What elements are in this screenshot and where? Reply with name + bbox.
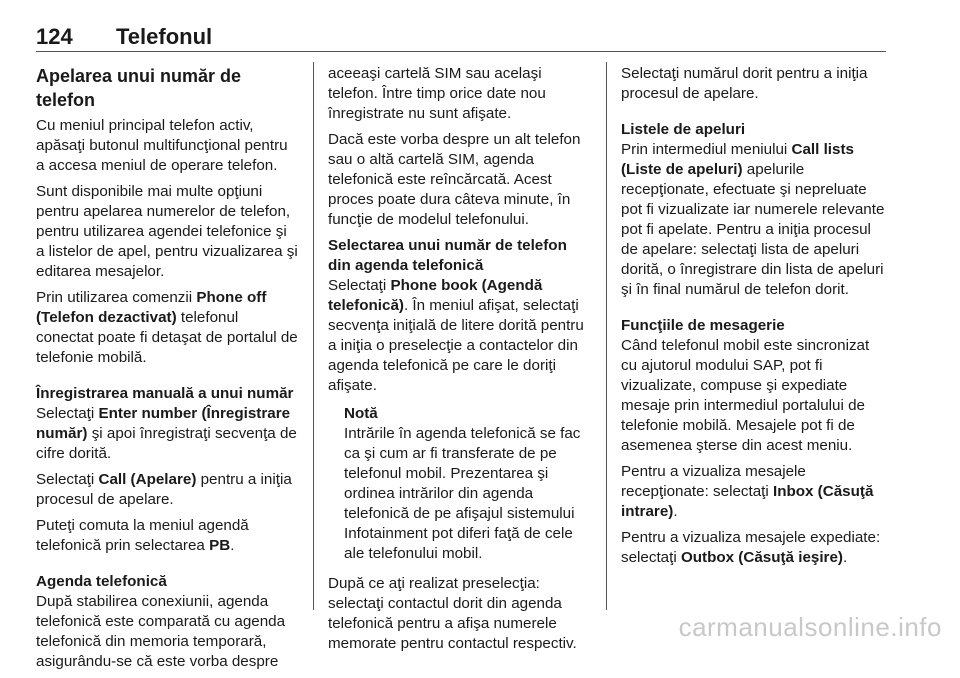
paragraph: Dacă este vorba despre un alt telefon sau o altă cartelă SIM, agenda telefonică este reîncărcată. Acest proces poate dura câteva minute, în funcţie de modelul telefonului. <box>328 131 581 228</box>
paragraph: Selectaţi Phone book (Agendă telefonică). În meniul afişat, selectaţi secvenţa iniţială de litere dorită pentru a iniţia o preselecţie a contactelor din agenda telefonică pe care le doriţi afişate. <box>328 277 584 394</box>
subheading: Selectarea unui număr de telefon din agenda telefonică <box>328 237 567 274</box>
paragraph: Pentru a vizualiza mesajele recepţionate: selectaţi Inbox (Căsuţă intrare). <box>621 463 874 520</box>
paragraph: Cu meniul principal telefon activ, apăsaţi butonul multifuncţional pentru a accesa meniul de operare telefon. <box>36 117 288 174</box>
note-text: Intrările în agenda telefonică se fac ca şi cum ar fi transferate de pe telefonul mobil. Prezentarea şi ordinea intrărilor din agenda telefonică de pe afişajul sistemului Infotainment pot diferi faţă de cele ale telefonului mobil. <box>344 425 581 562</box>
paragraph: Prin intermediul meniului Call lists (Liste de apeluri) apelurile recepţionate, efectuate şi nepreluate pot fi vizualizate iar numerele relevante pot fi apelate. Pentru a iniţia procesul de apelare: selectaţi lista de apeluri dorită, o înregistrare din lista de apeluri şi în final numărul de telefon dorit. <box>621 141 885 298</box>
command-label: Phone book (Agendă telefonică) <box>328 277 543 314</box>
paragraph: Selectaţi Enter number (Înregistrare număr) şi apoi înregistraţi secvenţa de cifre dorită. <box>36 405 297 462</box>
paragraph: Când telefonul mobil este sincronizat cu ajutorul modului SAP, pot fi vizualizate, compuse şi expediate mesaje prin intermediul portalului de telefonie mobilă. Mesajele pot fi de asemenea şterse din acest meniu. <box>621 337 870 454</box>
paragraph: După ce aţi realizat preselecţia: selectaţi contactul dorit din agenda telefonică pentru a afişa numerele memorate pentru contactul respectiv. <box>328 575 577 652</box>
section-heading: Apelarea unui număr de telefon <box>36 66 242 110</box>
paragraph: După stabilirea conexiunii, agenda telefonică este comparată cu agenda telefonică din memoria temporară, asigurându-se că este vorba despre <box>36 593 286 670</box>
note-title: Notă <box>344 405 378 422</box>
subheading: Funcţiile de mesagerie <box>621 317 785 334</box>
command-label: Call (Apelare) <box>98 471 197 488</box>
column-divider <box>606 62 607 610</box>
header-rule <box>36 51 886 52</box>
paragraph: Sunt disponibile mai multe opţiuni pentru apelarea numerelor de telefon, pentru utilizarea agendei telefonice şi a listelor de apel, pentru vizualizarea şi editarea mesajelor. <box>36 183 298 280</box>
command-label: Phone off (Telefon dezactivat) <box>36 289 267 326</box>
paragraph: Selectaţi numărul dorit pentru a iniţia procesul de apelare. <box>621 65 868 102</box>
page-number: 124 <box>36 24 73 49</box>
paragraph: Puteţi comuta la meniul agendă telefonică prin selectarea PB. <box>36 517 249 554</box>
column-1 <box>36 64 298 678</box>
command-label: Enter number (Înregistrare număr) <box>36 405 291 442</box>
command-label: Inbox (Căsuţă intrare) <box>621 483 874 520</box>
paragraph: Selectaţi Call (Apelare) pentru a iniţia procesul de apelare. <box>36 471 292 508</box>
command-label: Outbox (Căsuţă ieşire) <box>680 549 843 566</box>
column-2 <box>328 64 592 660</box>
paragraph: Prin utilizarea comenzii Phone off (Telefon dezactivat) telefonul conectat poate fi detaşat de portalul de telefonie mobilă. <box>36 289 298 366</box>
note-box <box>344 404 592 564</box>
subheading: Listele de apeluri <box>621 121 746 138</box>
watermark: carmanualsonline.info <box>678 612 942 642</box>
paragraph: Pentru a vizualiza mesajele expediate: selectaţi Outbox (Căsuţă ieşire). <box>621 529 881 566</box>
command-label: PB <box>209 537 231 554</box>
command-label: Call lists (Liste de apeluri) <box>621 141 854 178</box>
page-title: Telefonul <box>116 24 213 49</box>
paragraph: aceeaşi cartelă SIM sau acelaşi telefon. Între timp orice date nou înregistrate nu sunt afişate. <box>328 65 546 122</box>
subheading: Înregistrarea manuală a unui număr <box>36 385 294 402</box>
column-3 <box>621 64 887 574</box>
page-header <box>36 24 886 52</box>
subheading: Agenda telefonică <box>36 573 167 590</box>
column-divider <box>313 62 314 610</box>
